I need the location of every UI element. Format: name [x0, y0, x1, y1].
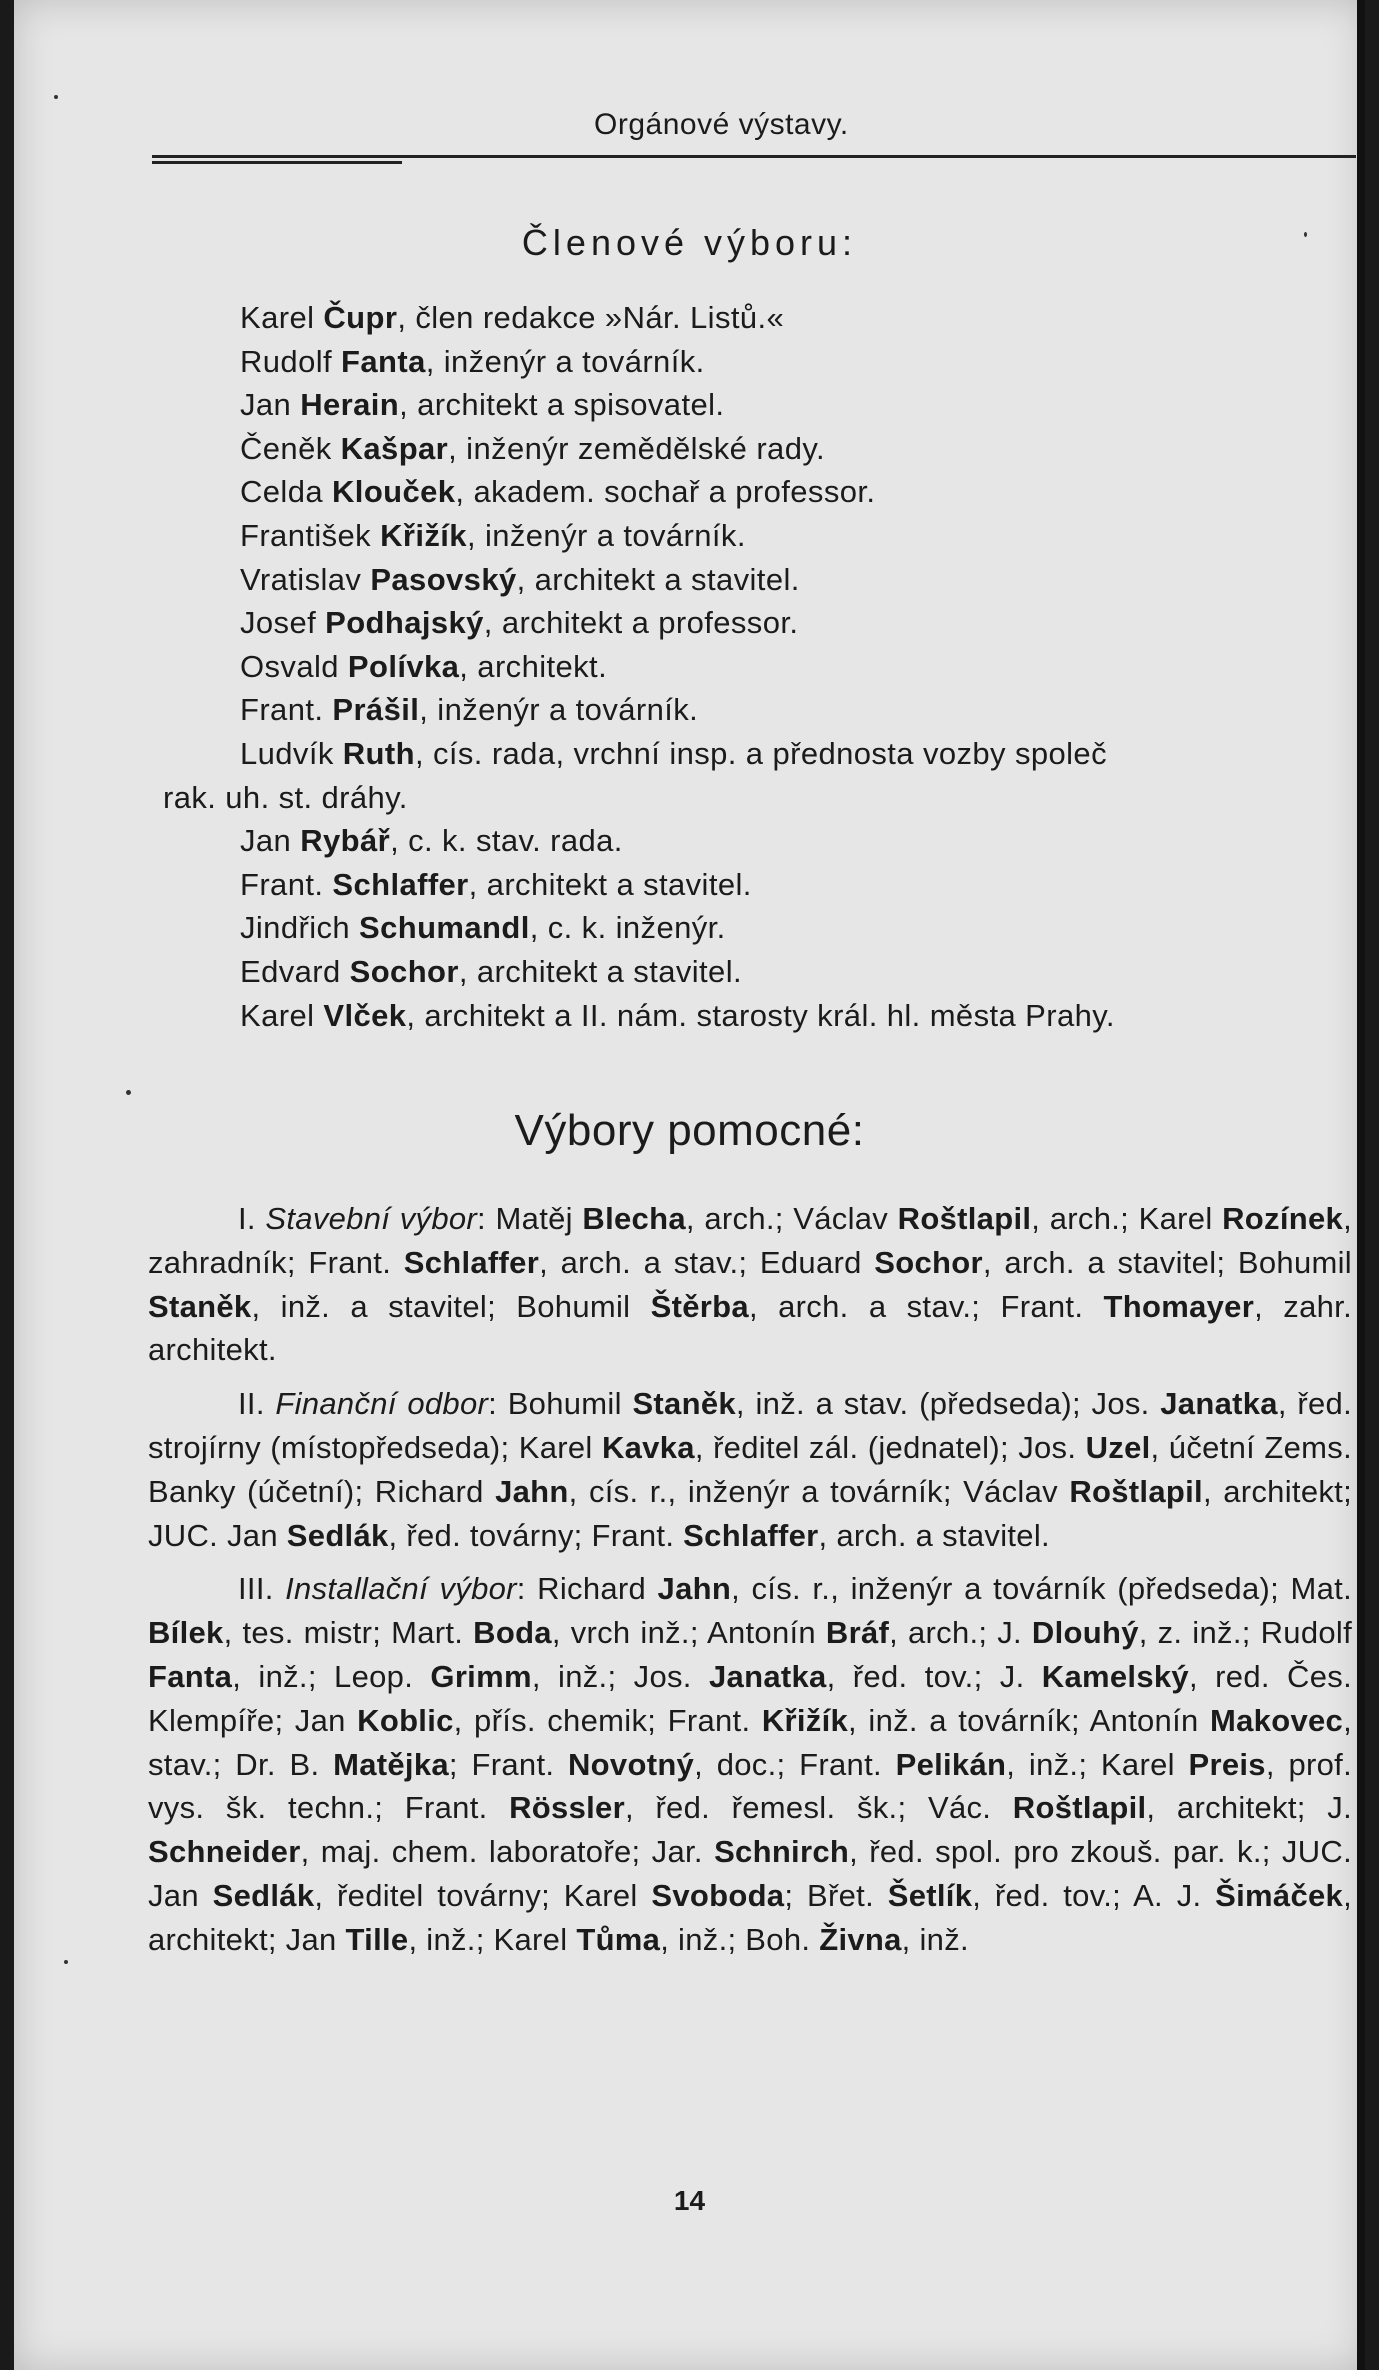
member-line	[240, 994, 1355, 1038]
member-first-name: Jan	[240, 387, 292, 423]
member-line	[240, 732, 1355, 776]
committee-member-surname: Roštlapil	[1012, 1790, 1147, 1826]
member-surname: Pasovský	[370, 561, 517, 597]
member-surname: Čupr	[323, 300, 398, 335]
member-continuation-text: rak. uh. st. dráhy.	[163, 779, 408, 815]
committee-member-surname: Šetlík	[887, 1877, 973, 1913]
committee-text: , arch.; J.	[889, 1615, 1032, 1651]
member-line	[240, 688, 1355, 732]
member-first-name: Jindřich	[240, 910, 351, 946]
committee-text: , zahr. architekt.	[148, 1288, 1352, 1368]
committee-text: , arch. a stavitel; Bohumil	[982, 1244, 1352, 1280]
committee-member-surname: Bílek	[148, 1615, 224, 1651]
committee-member-surname: Tůma	[576, 1921, 661, 1957]
committee-member-surname: Koblic	[357, 1702, 454, 1738]
committee-text: , inž.; Jos.	[531, 1658, 710, 1694]
committee-text: : Richard	[516, 1571, 658, 1607]
committee-member-surname: Jahn	[495, 1473, 569, 1509]
committee-text: , řed. řemesl. šk.; Vác.	[624, 1790, 1013, 1826]
committee-member-surname: Sochor	[874, 1244, 983, 1280]
committee-numeral: I.	[238, 1201, 256, 1236]
member-first-name: Frant.	[240, 692, 324, 728]
member-surname: Kašpar	[340, 430, 449, 466]
committee-member-surname: Štěrba	[650, 1288, 749, 1324]
member-surname: Rybář	[300, 823, 391, 859]
committee-text: , prof. vys. šk. techn.; Frant.	[148, 1746, 1352, 1826]
committee-text: , arch. a stavitel.	[818, 1517, 1050, 1553]
members-list	[163, 296, 1355, 1037]
committee-member-surname: Blecha	[582, 1201, 686, 1236]
member-surname: Schlaffer	[332, 866, 469, 902]
header-rule	[152, 155, 1356, 158]
committee-text: ; Frant.	[448, 1746, 568, 1782]
member-first-name: František	[240, 517, 372, 553]
committee-text: , řed. tov.; J.	[826, 1658, 1042, 1694]
member-role: , architekt a II. nám. starosty král. hl. města Prahy.	[406, 997, 1115, 1033]
committee-member-surname: Schlaffer	[683, 1517, 819, 1553]
committee-member-surname: Schnirch	[714, 1834, 850, 1870]
committee-text: , architekt; J.	[1146, 1790, 1352, 1826]
committee-text: : Bohumil	[488, 1386, 633, 1422]
member-first-name: Ludvík	[240, 735, 334, 771]
committee-text: , maj. chem. laboratoře; Jar.	[300, 1834, 715, 1870]
member-continuation	[163, 776, 1355, 820]
committee-member-surname: Kavka	[601, 1429, 695, 1465]
member-role: , inženýr a továrník.	[419, 692, 699, 728]
member-line	[240, 950, 1355, 994]
committee-member-surname: Novotný	[568, 1746, 695, 1782]
committee-text: , inž. a stav. (předseda); Jos.	[735, 1386, 1161, 1422]
committee-member-surname: Makovec	[1210, 1702, 1344, 1738]
committee-member-surname: Staněk	[632, 1386, 736, 1422]
member-surname: Klouček	[332, 474, 456, 510]
members-heading: Členové výboru:	[521, 222, 858, 263]
print-speck	[1304, 232, 1307, 237]
member-surname: Podhajský	[325, 605, 484, 641]
member-line	[240, 601, 1355, 645]
member-first-name: Čeněk	[240, 430, 332, 466]
committee-member-surname: Roštlapil	[1069, 1473, 1203, 1509]
committee-member-surname: Bráf	[825, 1615, 890, 1651]
member-first-name: Karel	[240, 997, 315, 1033]
running-header: Orgánové výstavy.	[594, 108, 849, 141]
committee-text: , stav.; Dr. B.	[148, 1702, 1352, 1782]
member-first-name: Celda	[240, 474, 323, 510]
member-role: , inženýr a továrník.	[466, 517, 746, 553]
committee-member-surname: Grimm	[430, 1658, 532, 1694]
member-first-name: Josef	[240, 605, 317, 641]
member-surname: Prášil	[332, 692, 420, 728]
page-number: 14	[673, 2185, 706, 2216]
member-first-name: Jan	[240, 823, 292, 859]
member-role: , cís. rada, vrchní insp. a přednosta vozby společ	[414, 735, 1107, 771]
committee-member-surname: Pelikán	[895, 1746, 1007, 1782]
committee-member-surname: Uzel	[1085, 1429, 1151, 1465]
member-role: , c. k. inženýr.	[529, 910, 726, 946]
committee-member-surname: Janatka	[709, 1658, 827, 1694]
committee-member-surname: Jahn	[657, 1571, 732, 1607]
committee-member-surname: Staněk	[148, 1288, 252, 1324]
committee-member-surname: Křižík	[761, 1702, 849, 1738]
committee-text: , architekt; JUC. Jan	[148, 1473, 1352, 1553]
member-first-name: Osvald	[240, 648, 339, 684]
committee-text: , inž.; Leop.	[232, 1658, 431, 1694]
committee-text: , inž. a továrník; Antonín	[848, 1702, 1210, 1738]
committee-text: , ředitel zál. (jednatel); Jos.	[694, 1429, 1086, 1465]
committee-name: Finanční odbor	[275, 1386, 489, 1422]
committee-member-surname: Preis	[1188, 1746, 1266, 1782]
committee-member-surname: Janatka	[1160, 1386, 1278, 1422]
committee-text: , arch.; Václav	[685, 1201, 898, 1236]
book-page	[14, 0, 1365, 2370]
committee-text: , inž. a stavitel; Bohumil	[251, 1288, 651, 1324]
committee-member-surname: Sedlák	[286, 1517, 389, 1553]
committee-text: , z. inž.; Rudolf	[1138, 1615, 1352, 1651]
committee-text: , doc.; Frant.	[694, 1746, 896, 1782]
member-line	[240, 863, 1355, 907]
committee-text: , arch. a stav.; Eduard	[539, 1244, 875, 1280]
committee-member-surname: Fanta	[148, 1658, 233, 1694]
committee-text: , cís. r., inženýr a továrník (předseda); Mat.	[731, 1571, 1352, 1607]
committee-member-surname: Thomayer	[1103, 1288, 1255, 1324]
committee-text: : Matěj	[477, 1201, 583, 1236]
print-speck	[64, 1960, 68, 1964]
member-surname: Schumandl	[359, 910, 530, 946]
print-speck	[126, 1090, 131, 1095]
member-role: , člen redakce »Nár. Listů.«	[397, 300, 785, 335]
committee-text: , vrch inž.; Antonín	[551, 1615, 826, 1651]
committee-member-surname: Sedlák	[212, 1877, 315, 1913]
committee-text: , řed. továrny; Frant.	[388, 1517, 684, 1553]
committee-text: , arch.; Karel	[1031, 1201, 1223, 1236]
member-surname: Polívka	[347, 648, 460, 684]
member-line	[240, 340, 1355, 384]
member-line	[240, 906, 1355, 950]
committee-numeral: II.	[238, 1386, 265, 1422]
committee-text: ; Břet.	[784, 1877, 888, 1913]
member-role: , architekt.	[459, 648, 608, 684]
member-role: , inženýr a továrník.	[425, 343, 705, 379]
committee-text: , zahradník; Frant.	[148, 1201, 1352, 1280]
member-role: , architekt a stavitel.	[468, 866, 752, 902]
committee-member-surname: Dlouhý	[1031, 1615, 1139, 1651]
member-surname: Sochor	[349, 953, 459, 989]
member-surname: Ruth	[342, 735, 415, 771]
committee-text: , řed. tov.; A. J.	[972, 1877, 1216, 1913]
member-role: , architekt a stavitel.	[458, 953, 742, 989]
committee-text: , arch. a stav.; Frant.	[748, 1288, 1104, 1324]
committees-list	[148, 1197, 1352, 1972]
member-first-name: Vratislav	[240, 561, 362, 597]
committee-member-surname: Rozínek	[1222, 1201, 1344, 1236]
committee-text: , cís. r., inženýr a továrník; Václav	[568, 1473, 1070, 1509]
committee-member-surname: Schlaffer	[403, 1244, 540, 1280]
committee-text: , účetní Zems. Banky (účetní); Richard	[148, 1429, 1352, 1509]
member-line	[240, 514, 1355, 558]
member-role: , inženýr zemědělské rady.	[448, 430, 825, 466]
member-first-name: Karel	[240, 300, 315, 335]
committee-member-surname: Boda	[473, 1615, 552, 1651]
committee-text: , řed. spol. pro zkouš. par. k.; JUC. Jan	[148, 1834, 1353, 1913]
member-role: , architekt a professor.	[483, 605, 799, 641]
committee-member-surname: Roštlapil	[897, 1201, 1032, 1236]
member-role: , architekt a stavitel.	[516, 561, 800, 597]
committee-member-surname: Živna	[819, 1921, 902, 1957]
member-surname: Křižík	[380, 517, 467, 553]
committee-text: , přís. chemik; Frant.	[453, 1702, 762, 1738]
member-surname: Vlček	[323, 997, 407, 1033]
member-role: , architekt a spisovatel.	[399, 387, 725, 423]
committee-text: , inž.; Boh.	[660, 1921, 820, 1957]
member-first-name: Frant.	[240, 866, 324, 902]
print-speck	[54, 95, 58, 99]
committee-text: , architekt; Jan	[148, 1877, 1353, 1957]
committee-text: , tes. mistr; Mart.	[223, 1615, 474, 1651]
page-edge-shadow	[1357, 0, 1365, 2370]
committee-paragraph	[148, 1567, 1352, 1961]
member-line	[240, 383, 1355, 427]
committee-name: Installační výbor	[285, 1571, 517, 1607]
committee-text: , inž.	[901, 1921, 969, 1957]
member-line	[240, 470, 1355, 514]
member-line	[240, 819, 1355, 863]
header-rule-accent	[152, 161, 402, 164]
member-first-name: Rudolf	[240, 343, 333, 379]
member-line	[240, 427, 1355, 471]
committee-member-surname: Rössler	[509, 1790, 625, 1826]
member-role: , c. k. stav. rada.	[390, 823, 623, 859]
member-line	[240, 645, 1355, 689]
auxiliary-committees-heading: Výbory pomocné:	[514, 1106, 865, 1155]
committee-text: , red. Čes. Klempíře; Jan	[148, 1658, 1352, 1738]
committee-name: Stavební výbor	[265, 1201, 478, 1236]
committee-member-surname: Tille	[345, 1921, 409, 1957]
committee-paragraph	[148, 1197, 1352, 1372]
member-line	[240, 558, 1355, 602]
committee-text: , řed. strojírny (místopředseda); Karel	[148, 1386, 1353, 1465]
member-line	[240, 296, 1355, 340]
committee-member-surname: Svoboda	[651, 1877, 785, 1913]
committee-member-surname: Schneider	[148, 1834, 301, 1870]
committee-text: , ředitel továrny; Karel	[314, 1877, 652, 1913]
committee-member-surname: Šimáček	[1215, 1877, 1344, 1913]
committee-text: , inž.; Karel	[408, 1921, 577, 1957]
member-first-name: Edvard	[240, 953, 341, 989]
committee-paragraph	[148, 1382, 1352, 1557]
member-role: , akadem. sochař a professor.	[455, 474, 876, 510]
member-surname: Fanta	[341, 343, 426, 379]
committee-numeral: III.	[238, 1571, 274, 1607]
committee-member-surname: Matějka	[333, 1746, 449, 1782]
committee-text: , inž.; Karel	[1006, 1746, 1189, 1782]
committee-member-surname: Kamelský	[1041, 1658, 1189, 1694]
member-surname: Herain	[300, 387, 400, 423]
